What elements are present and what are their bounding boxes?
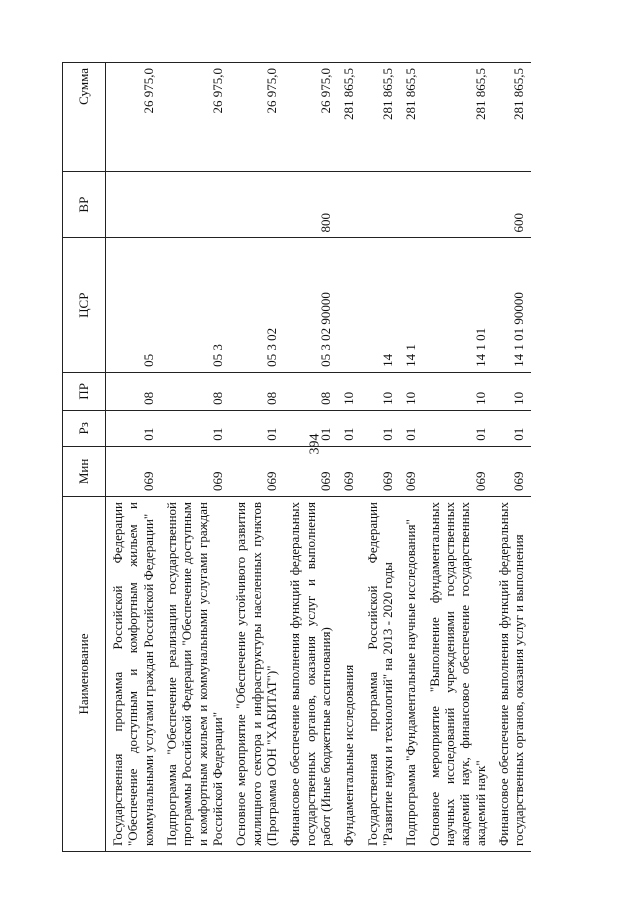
row-name: Финансовое обеспечение выполнения функций федеральных государственных органов, оказания услуг и выполнения [492,497,531,852]
row-csr [337,238,360,372]
row-csr: 14 1 01 90000 [492,238,531,372]
table-row [106,63,160,852]
table-row [160,63,229,852]
row-vr [229,171,283,238]
row-sum: 26 975,0 [106,63,160,172]
budget-table-rotated [62,62,582,852]
row-csr: 05 [106,238,160,372]
row-pr: 10 [423,372,492,410]
row-vr: 800 [283,171,337,238]
table-body [106,63,531,852]
row-pr: 08 [283,372,337,410]
row-sum: 26 975,0 [229,63,283,172]
row-vr [423,171,492,238]
col-header-pr: ПР [63,372,106,410]
row-pr: 10 [361,372,400,410]
table-header-row [63,63,106,852]
row-rz: 01 [160,410,229,446]
row-min: 069 [283,446,337,496]
row-csr: 05 3 [160,238,229,372]
row-name: Государственная программа Российской Федерации "Развитие науки и технологий" на 2013 - 2020 годы [361,497,400,852]
table-row [361,63,400,852]
row-sum: 281 865,5 [337,63,360,172]
row-pr: 08 [106,372,160,410]
row-min: 069 [160,446,229,496]
row-name: Подпрограмма "Обеспечение реализации государственной программы Российской Федерации "Обеспечение доступным и комфортным жильем и коммунальными услугами граждан Российской Федерации" [160,497,229,852]
budget-table [62,62,531,852]
row-sum: 281 865,5 [361,63,400,172]
row-pr: 10 [492,372,531,410]
row-sum: 26 975,0 [283,63,337,172]
row-name: Основное мероприятие "Обеспечение устойчивого развития жилищного сектора и инфраструктуры населенных пунктов (Программа ООН "ХАБИТАТ")" [229,497,283,852]
row-sum: 281 865,5 [492,63,531,172]
row-csr: 14 [361,238,400,372]
row-min: 069 [337,446,360,496]
row-rz: 01 [423,410,492,446]
row-sum: 281 865,5 [399,63,422,172]
table-row [423,63,492,852]
row-pr: 08 [229,372,283,410]
row-name: Государственная программа Российской Федерации "Обеспечение доступным и комфортным жильем и коммунальными услугами граждан Российской Федерации" [106,497,160,852]
table-row [492,63,531,852]
row-min: 069 [423,446,492,496]
row-csr: 14 1 [399,238,422,372]
row-vr [160,171,229,238]
row-vr [106,171,160,238]
row-pr: 10 [337,372,360,410]
row-name: Подпрограмма "Фундаментальные научные исследования" [399,497,422,852]
row-sum: 281 865,5 [423,63,492,172]
row-vr [361,171,400,238]
table-row [399,63,422,852]
row-csr: 05 3 02 90000 [283,238,337,372]
table-row [229,63,283,852]
row-min: 069 [492,446,531,496]
row-csr: 14 1 01 [423,238,492,372]
row-rz: 01 [492,410,531,446]
row-rz: 01 [399,410,422,446]
row-sum: 26 975,0 [160,63,229,172]
col-header-sum: Сумма [63,63,106,172]
col-header-rz: Рз [63,410,106,446]
page-number: 394 [307,433,323,455]
row-rz: 01 [106,410,160,446]
col-header-csr: ЦСР [63,238,106,372]
row-min: 069 [229,446,283,496]
row-vr: 600 [492,171,531,238]
row-min: 069 [399,446,422,496]
row-vr [399,171,422,238]
row-min: 069 [106,446,160,496]
row-csr: 05 3 02 [229,238,283,372]
row-pr: 08 [160,372,229,410]
row-name: Основное мероприятие "Выполнение фундаментальных научных исследований учреждениями государственных академий наук, финансовое обеспечение государственных академий наук" [423,497,492,852]
col-header-name: Наименование [63,497,106,852]
table-row [283,63,337,852]
row-rz: 01 [337,410,360,446]
row-rz: 01 [361,410,400,446]
row-name: Фундаментальные исследования [337,497,360,852]
row-pr: 10 [399,372,422,410]
col-header-min: Мин [63,446,106,496]
row-vr [337,171,360,238]
col-header-vr: ВР [63,171,106,238]
row-rz: 01 [229,410,283,446]
table-row [337,63,360,852]
row-rz: 01 [283,410,337,446]
row-name: Финансовое обеспечение выполнения функций федеральных государственных органов, оказания услуг и выполнения работ (Иные бюджетные ассигнования) [283,497,337,852]
row-min: 069 [361,446,400,496]
